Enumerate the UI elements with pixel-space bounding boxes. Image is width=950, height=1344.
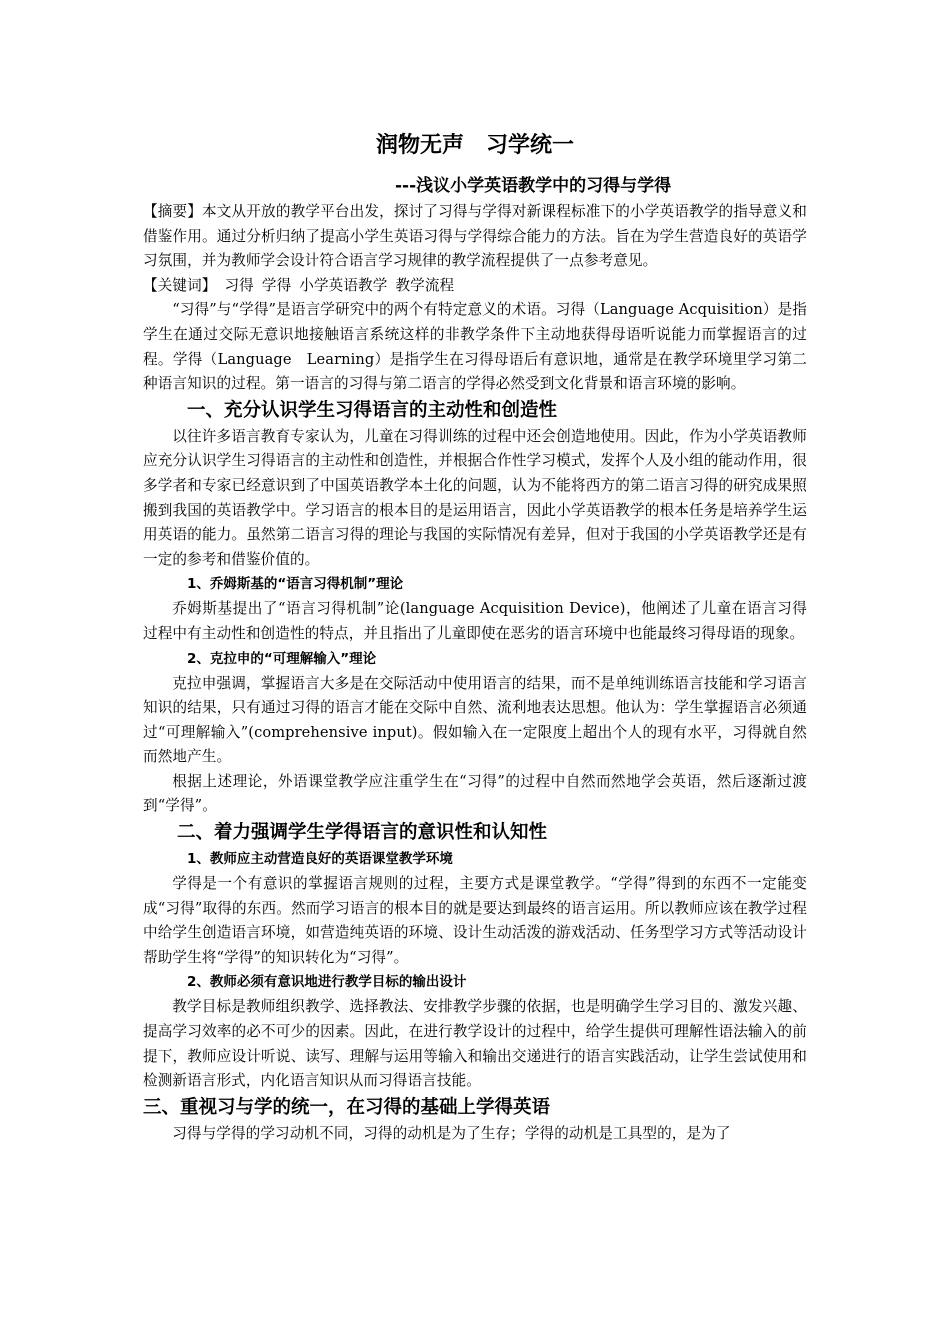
document-body bbox=[143, 200, 807, 1146]
subsection-heading-1-1: 1、乔姆斯基的“语言习得机制”理论 bbox=[187, 576, 404, 593]
subsection-heading-1-2: 2、克拉申的“可理解输入”理论 bbox=[187, 650, 377, 667]
subsection-1-1-paragraph: 乔姆斯基提出了“语言习得机制”论(language Acquisition Device)，他阐述了儿童在语言习得过程中有主动性和创造性的特点，并且指出了儿童即使在恶劣的语言环境中也能最终习得母语的现象。 bbox=[143, 600, 807, 642]
subsection-heading-2-2: 2、教师必须有意识地进行教学目标的输出设计 bbox=[187, 974, 467, 991]
keywords-label: 【关键词】 bbox=[143, 276, 217, 294]
subsection-heading-2-1: 1、教师应主动营造良好的英语课堂教学环境 bbox=[187, 851, 453, 868]
abstract bbox=[143, 200, 807, 274]
abstract-text: 本文从开放的教学平台出发，探讨了习得与学得对新课程标准下的小学英语教学的指导意义和借鉴作用。通过分析归纳了提高小学生英语习得与学得综合能力的方法。旨在为学生营造良好的英语学习氛围，并为教师学会设计符合语言学习规律的教学流程提供了一点参考意见。 bbox=[143, 203, 807, 270]
section-heading-1: 一、充分认识学生习得语言的主动性和创造性 bbox=[187, 399, 558, 421]
keyword: 教学流程 bbox=[395, 276, 455, 294]
section-3-paragraph: 习得与学得的学习动机不同，习得的动机是为了生存；学得的动机是工具型的，是为了 bbox=[172, 1124, 731, 1142]
section-1-paragraph: 以往许多语言教育专家认为，儿童在习得训练的过程中还会创造地使用。因此，作为小学英语教师应充分认识学生习得语言的主动性和创造性，并根据合作性学习模式，发挥个人及小组的能动作用，很多学者和专家已经意识到了中国英语教学本土化的问题，认为不能将西方的第二语言习得的研究成果照搬到我国的英语教学中。学习语言的根本目的是运用语言，因此小学英语教学的根本任务是培养学生运用英语的能力。虽然第二语言习得的理论与我国的实际情况有差异，但对于我国的小学英语教学还是有一定的参考和借鉴价值的。 bbox=[143, 427, 807, 568]
section-heading-3: 三、重视习与学的统一，在习得的基础上学得英语 bbox=[143, 1096, 551, 1118]
section-1-conclusion: 根据上述理论，外语课堂教学应注重学生在“习得”的过程中自然而然地学会英语，然后逐渐过渡到“学得”。 bbox=[143, 772, 807, 815]
subsection-2-2-paragraph: 教学目标是教师组织教学、选择教法、安排教学步骤的依据，也是明确学生学习目的、激发兴趣、提高学习效率的必不可少的因素。因此，在进行教学设计的过程中，给学生提供可理解性语法输入的前提下，教师应设计听说、读写、理解与运用等输入和输出交递进行的语言实践活动，让学生尝试使用和检测新语言形式，内化语言知识从而习得语言技能。 bbox=[143, 998, 807, 1090]
document-subtitle: ---浅议小学英语教学中的习得与学得 bbox=[395, 176, 672, 196]
document-title: 润物无声 习学统一 bbox=[375, 133, 574, 158]
keywords bbox=[143, 274, 807, 299]
keyword: 习得 bbox=[224, 276, 254, 294]
keyword: 小学英语教学 bbox=[299, 276, 388, 294]
intro-paragraph: “习得”与“学得”是语言学研究中的两个有特定意义的术语。习得（Language Acquisition）是指学生在通过交际无意识地接触语言系统这样的非教学条件下主动地获得母语听说能力而掌握语言的过程。学得（Language Learning）是指学生在习得母语后有意识地，通常是在教学环境里学习第二种语言知识的过程。第一语言的习得与第二语言的学得必然受到文化背景和语言环境的影响。 bbox=[143, 301, 807, 393]
subsection-2-1-paragraph: 学得是一个有意识的掌握语言规则的过程，主要方式是课堂教学。“学得”得到的东西不一定能变成“习得”取得的东西。然而学习语言的根本目的就是要达到最终的语言运用。所以教师应该在教学过程中给学生创造语言环境，如营造纯英语的环境、设计生动活泼的游戏活动、任务型学习方式等活动设计帮助学生将“学得”的知识转化为“习得”。 bbox=[143, 875, 807, 966]
abstract-label: 【摘要】 bbox=[143, 203, 203, 220]
subsection-1-2-paragraph: 克拉申强调，掌握语言大多是在交际活动中使用语言的结果，而不是单纯训练语言技能和学习语言知识的结果，只有通过习得的语言才能在交际中自然、流利地表达思想。他认为：学生掌握语言必须通过“可理解输入”(comprehensive input)。假如输入在一定限度上超出个人的现有水平，习得就自然而然地产生。 bbox=[143, 674, 807, 766]
keyword: 学得 bbox=[261, 276, 292, 294]
section-heading-2: 二、着力强调学生学得语言的意识性和认知性 bbox=[177, 822, 548, 844]
